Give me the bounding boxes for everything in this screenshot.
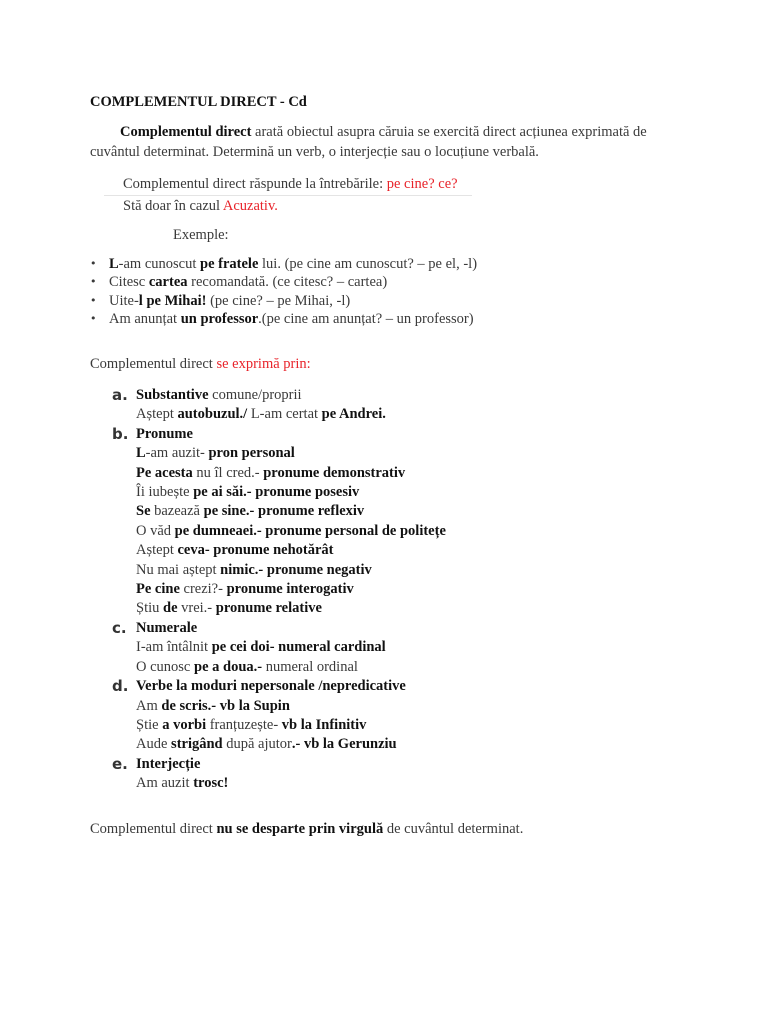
text-segment: crezi?- [179, 581, 227, 598]
question-row [104, 174, 472, 196]
case-text: Stă doar în cazul [123, 198, 223, 214]
text-segment: Uite- [109, 292, 139, 309]
bold-text: nu se desparte prin virgulă [216, 821, 384, 837]
category-heading [136, 386, 446, 405]
bold-text: de [163, 600, 178, 617]
category-example [136, 561, 446, 580]
category-example [136, 599, 446, 618]
category-item [112, 755, 446, 794]
intro-definition: arată obiectul asupra căruia se exercită direct acțiunea exprimată de cuvântul determinat. Determină un verb, o interjecție sau o locuțiune verbală. [90, 124, 647, 160]
expression-red: se exprimă prin: [216, 356, 311, 372]
example-item [109, 292, 477, 310]
category-example [136, 716, 446, 735]
category-item [112, 619, 446, 677]
text-segment: Nu mai aștept [136, 561, 221, 578]
category-letter: e. [112, 754, 128, 773]
bold-text: pron personal [208, 445, 295, 462]
final-note [90, 821, 523, 838]
question-text: Complementul direct răspunde la întrebările: [123, 176, 387, 192]
bold-text: pronume relative [215, 600, 322, 617]
category-example [136, 502, 446, 521]
bold-text: trosc! [193, 775, 229, 792]
case-row [104, 196, 472, 216]
bold-text: nimic.- pronume negativ [220, 561, 372, 578]
text-segment: (pe cine? – pe Mihai, -l) [206, 292, 351, 309]
example-item [109, 310, 477, 328]
bold-text: Pronume [136, 425, 193, 442]
category-example [136, 774, 446, 793]
bold-text: de scris.- vb la Supin [161, 697, 290, 714]
bold-text: Pe cine [136, 581, 180, 598]
text-segment: lui. (pe cine am cunoscut? – pe el, -l) [258, 256, 478, 272]
category-heading [136, 619, 446, 638]
category-letter: a. [112, 386, 128, 404]
examples-label: Exemple: [173, 227, 229, 243]
text-segment: nu îl cred.- [192, 464, 264, 481]
bold-text: autobuzul./ [177, 406, 248, 423]
text-segment: numeral ordinal [262, 658, 358, 675]
bold-text: strigând [171, 736, 223, 753]
text-segment: comune/proprii [208, 387, 302, 403]
category-example [136, 697, 446, 716]
bold-text: pe Andrei. [321, 406, 386, 423]
text-segment: după ajutor [222, 736, 292, 753]
text-segment: bazează [150, 503, 204, 520]
category-example [136, 522, 446, 541]
category-example [136, 735, 446, 754]
category-item [112, 386, 446, 425]
bold-text: pe cei doi- numeral cardinal [211, 639, 386, 656]
text-segment: de cuvântul determinat. [383, 821, 524, 837]
category-example [136, 464, 446, 483]
text-segment: I-am întâlnit [136, 639, 212, 656]
document-title: COMPLEMENTUL DIRECT - Cd [90, 94, 307, 110]
text-segment: Citesc [109, 274, 149, 291]
text-segment: Aștept [136, 542, 178, 559]
expression-text: Complementul direct [90, 356, 217, 372]
bold-text: pe sine.- pronume reflexiv [203, 503, 365, 520]
text-segment: Știe [136, 716, 163, 733]
info-box [104, 174, 472, 216]
intro-paragraph [90, 122, 680, 162]
category-example [136, 658, 446, 677]
category-heading [136, 755, 446, 774]
category-example [136, 405, 446, 424]
category-example [136, 444, 446, 463]
bold-text: .- vb la Gerunziu [291, 736, 397, 753]
text-segment: Știu [136, 600, 163, 617]
text-segment: Am [136, 697, 162, 714]
case-name: Acuzativ. [222, 198, 278, 214]
bold-text: Verbe la moduri nepersonale /nepredicative [136, 678, 406, 695]
expression-heading [90, 356, 311, 373]
bold-text: Numerale [136, 619, 198, 636]
text-segment: L-am certat [247, 406, 322, 423]
category-example [136, 483, 446, 502]
category-item [112, 677, 446, 755]
bold-text: pe fratele [200, 256, 259, 272]
category-example [136, 541, 446, 560]
bold-text: vb la Infinitiv [281, 716, 367, 733]
text-segment: .(pe cine am anunțat? – un professor) [258, 310, 474, 327]
bold-text: pronume interogativ [226, 581, 354, 598]
example-item [109, 255, 477, 273]
text-segment: -am auzit- [145, 445, 209, 462]
category-letter: c. [112, 618, 127, 637]
text-segment: O cunosc [136, 658, 194, 675]
category-heading [136, 425, 446, 444]
text-segment: franțuzește- [206, 716, 282, 733]
text-segment: Am anunțat [109, 310, 181, 327]
text-segment: -am cunoscut [118, 256, 201, 272]
bold-text: Se [136, 503, 151, 520]
bold-text: a vorbi [162, 716, 207, 733]
example-item [109, 273, 477, 291]
bold-text: pe ai săi.- pronume posesiv [193, 484, 360, 501]
bold-text: l pe Mihai! [138, 292, 207, 309]
examples-list [90, 255, 477, 328]
bold-text: L [136, 445, 146, 462]
text-segment: vrei.- [177, 600, 216, 617]
intro-term: Complementul direct [120, 124, 252, 140]
bold-text: L [109, 256, 119, 272]
bold-text: ceva- pronume nehotărât [177, 542, 334, 559]
category-example [136, 638, 446, 657]
bold-text: Interjecție [136, 755, 201, 772]
text-segment: Aștept [136, 406, 178, 423]
bold-text: pronume demonstrativ [263, 464, 406, 481]
text-segment: Am auzit [136, 775, 194, 792]
question-words: pe cine? ce? [386, 176, 458, 192]
category-example [136, 580, 446, 599]
text-segment: Îi iubește [136, 484, 194, 501]
text-segment: Complementul direct [90, 821, 217, 837]
category-letter: d. [112, 677, 129, 696]
category-letter: b. [112, 424, 129, 443]
text-segment: recomandată. (ce citesc? – cartea) [187, 274, 388, 291]
text-segment: Aude [136, 736, 172, 753]
category-item [112, 425, 446, 619]
bold-text: Pe acesta [136, 464, 193, 481]
bold-text: Substantive [136, 387, 209, 403]
categories-list [112, 386, 446, 794]
bold-text: pe dumneaei.- pronume personal de politețe [174, 522, 446, 539]
bold-text: un professor [180, 310, 259, 327]
bold-text: pe a doua.- [194, 658, 263, 675]
bold-text: cartea [148, 274, 188, 291]
category-heading [136, 677, 446, 696]
text-segment: O văd [136, 522, 175, 539]
